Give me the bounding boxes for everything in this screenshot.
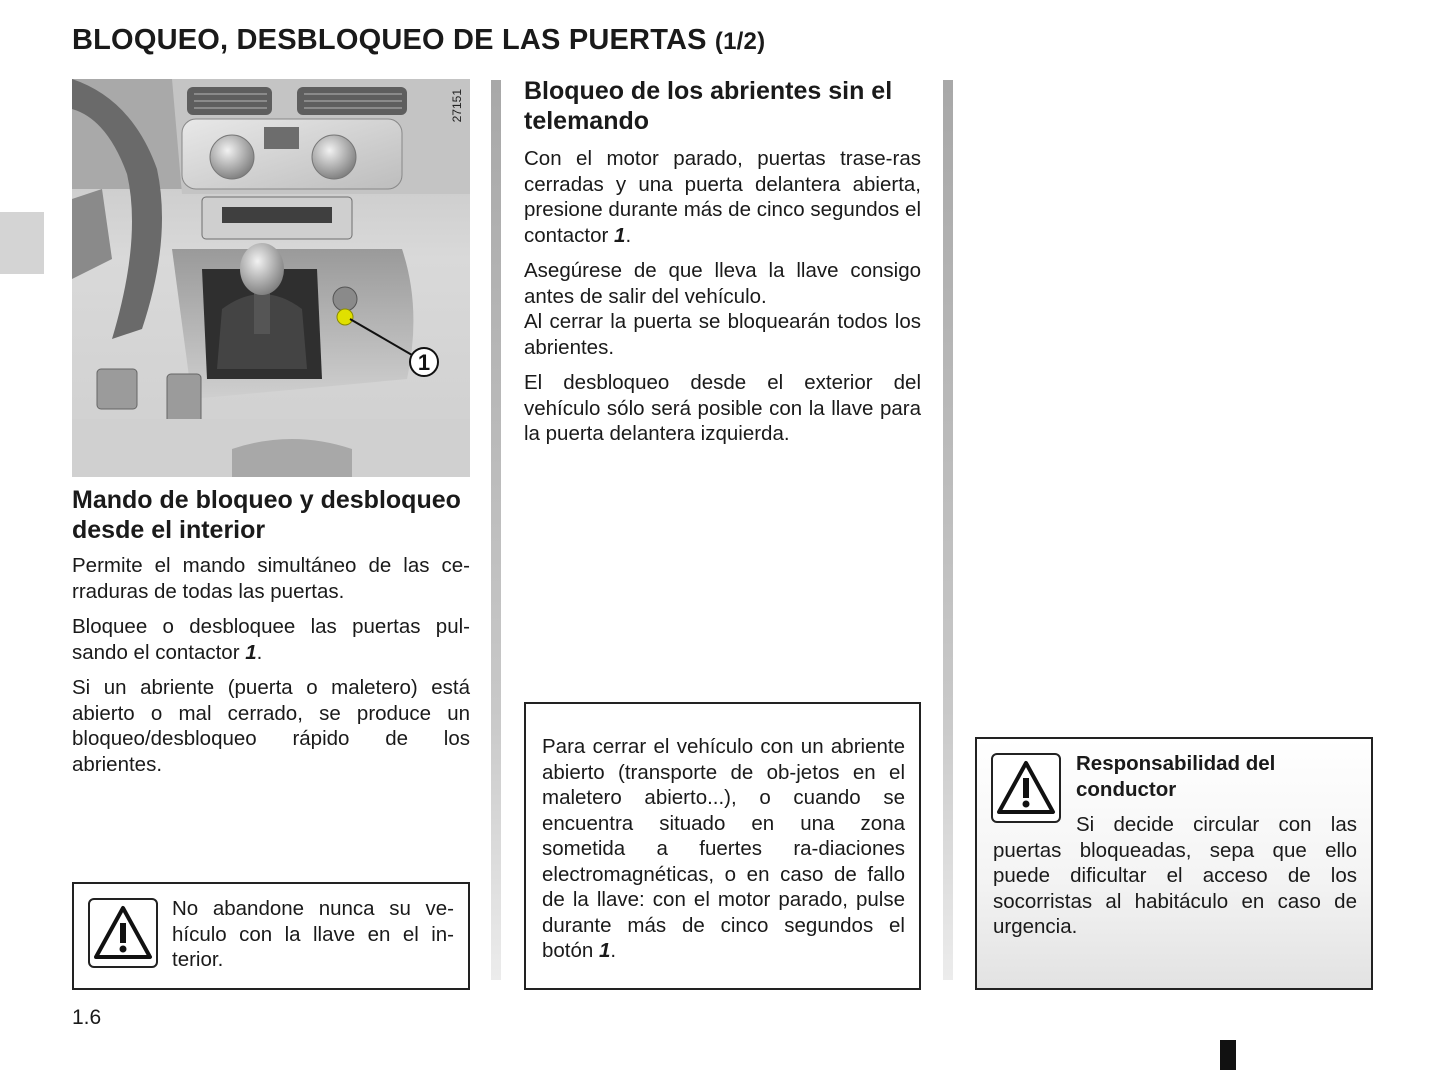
climate-knob-left [210, 135, 254, 179]
section-sin-telemando [524, 76, 921, 447]
page-title-text: BLOQUEO, DESBLOQUEO DE LAS PUERTAS [72, 24, 707, 56]
interior-paragraph-3: Si un abriente (puerta o maletero) está abierto o mal cerrado, se produce un bloqueo/desbloqueo rápido de los abrientes. [72, 676, 470, 776]
button-ref: 1 [599, 939, 611, 962]
gear-knob [240, 243, 284, 295]
notice-key-text: No abandone nunca su ve-hículo con la llave en el in-terior. [172, 897, 454, 971]
telemando-p2-line1: Asegúrese de que lleva la llave consigo antes de salir del vehículo. [524, 259, 921, 308]
lock-switch-button [337, 309, 353, 325]
lock-switch-housing [333, 287, 357, 311]
telemando-paragraph-3: El desbloqueo desde el exterior del vehículo sólo será posible con la llave para la puerta delantera izquierda. [524, 371, 921, 445]
brake-pedal [167, 374, 201, 424]
page-title [72, 24, 765, 57]
figure-number: 27151 [450, 89, 464, 123]
column-divider-2 [943, 80, 953, 980]
interior-p2-end: . [256, 640, 263, 664]
dashboard-illustration [72, 79, 470, 477]
telemando-p1-end: . [625, 223, 632, 247]
section-interior [72, 485, 470, 777]
telemando-p2-line2: Al cerrar la puerta se bloquearán todos los abrientes. [524, 310, 921, 359]
interior-p2-text: Bloquee o desbloquee las puertas pul-sando el contactor [72, 615, 470, 664]
warning-triangle-icon [88, 898, 158, 968]
notice-key [72, 882, 470, 990]
notice-driver-text: Si decide circular con las puertas bloqueadas, sepa que ello puede dificultar el acceso de los socorristas al habitáculo en caso de urgencia. [993, 813, 1357, 938]
column-divider-1 [491, 80, 501, 980]
notice-driver-responsibility [975, 737, 1373, 990]
dashboard-drawing [72, 79, 470, 477]
notice-open-vehicle [524, 702, 921, 990]
section-interior-heading: Mando de bloqueo y desbloqueo desde el interior [72, 486, 461, 544]
notice-open-text [542, 734, 905, 964]
clutch-pedal [97, 369, 137, 409]
page-number: 1.6 [72, 1006, 102, 1029]
page-edge-mark [1220, 1040, 1236, 1070]
telemando-paragraph-1 [524, 146, 921, 248]
contactor-ref: 1 [245, 640, 257, 664]
notice-open-end: . [610, 939, 617, 962]
contactor-ref: 1 [614, 223, 626, 247]
interior-paragraph-2 [72, 614, 470, 665]
section-tab [0, 212, 44, 274]
climate-knob-right [312, 135, 356, 179]
callout-label: 1 [417, 350, 431, 375]
section-interior-body [72, 553, 470, 777]
interior-paragraph-1: Permite el mando simultáneo de las ce-rraduras de todas las puertas. [72, 554, 470, 603]
section-sin-telemando-body [524, 146, 921, 447]
page-title-pages: (1/2) [714, 28, 766, 55]
notice-open-body: Para cerrar el vehículo con un abriente abierto (transporte de ob-jetos en el maletero abierto...), o cuando se encuentra situado en una zona sometida a fuertes ra-diaciones electromagnéticas, o en caso de fallo de la llave: con el motor parado, pulse durante más de cinco segundos el botón [542, 735, 905, 962]
section-sin-telemando-heading: Bloqueo de los abrientes sin el telemando [524, 77, 893, 135]
notice-driver-heading: Responsabilidad del conductor [1076, 752, 1276, 801]
telemando-paragraph-2 [524, 258, 921, 360]
telemando-p1-text: Con el motor parado, puertas trase-ras cerradas y una puerta delantera abierta, presione durante más de cinco segundos el contactor [524, 147, 921, 247]
